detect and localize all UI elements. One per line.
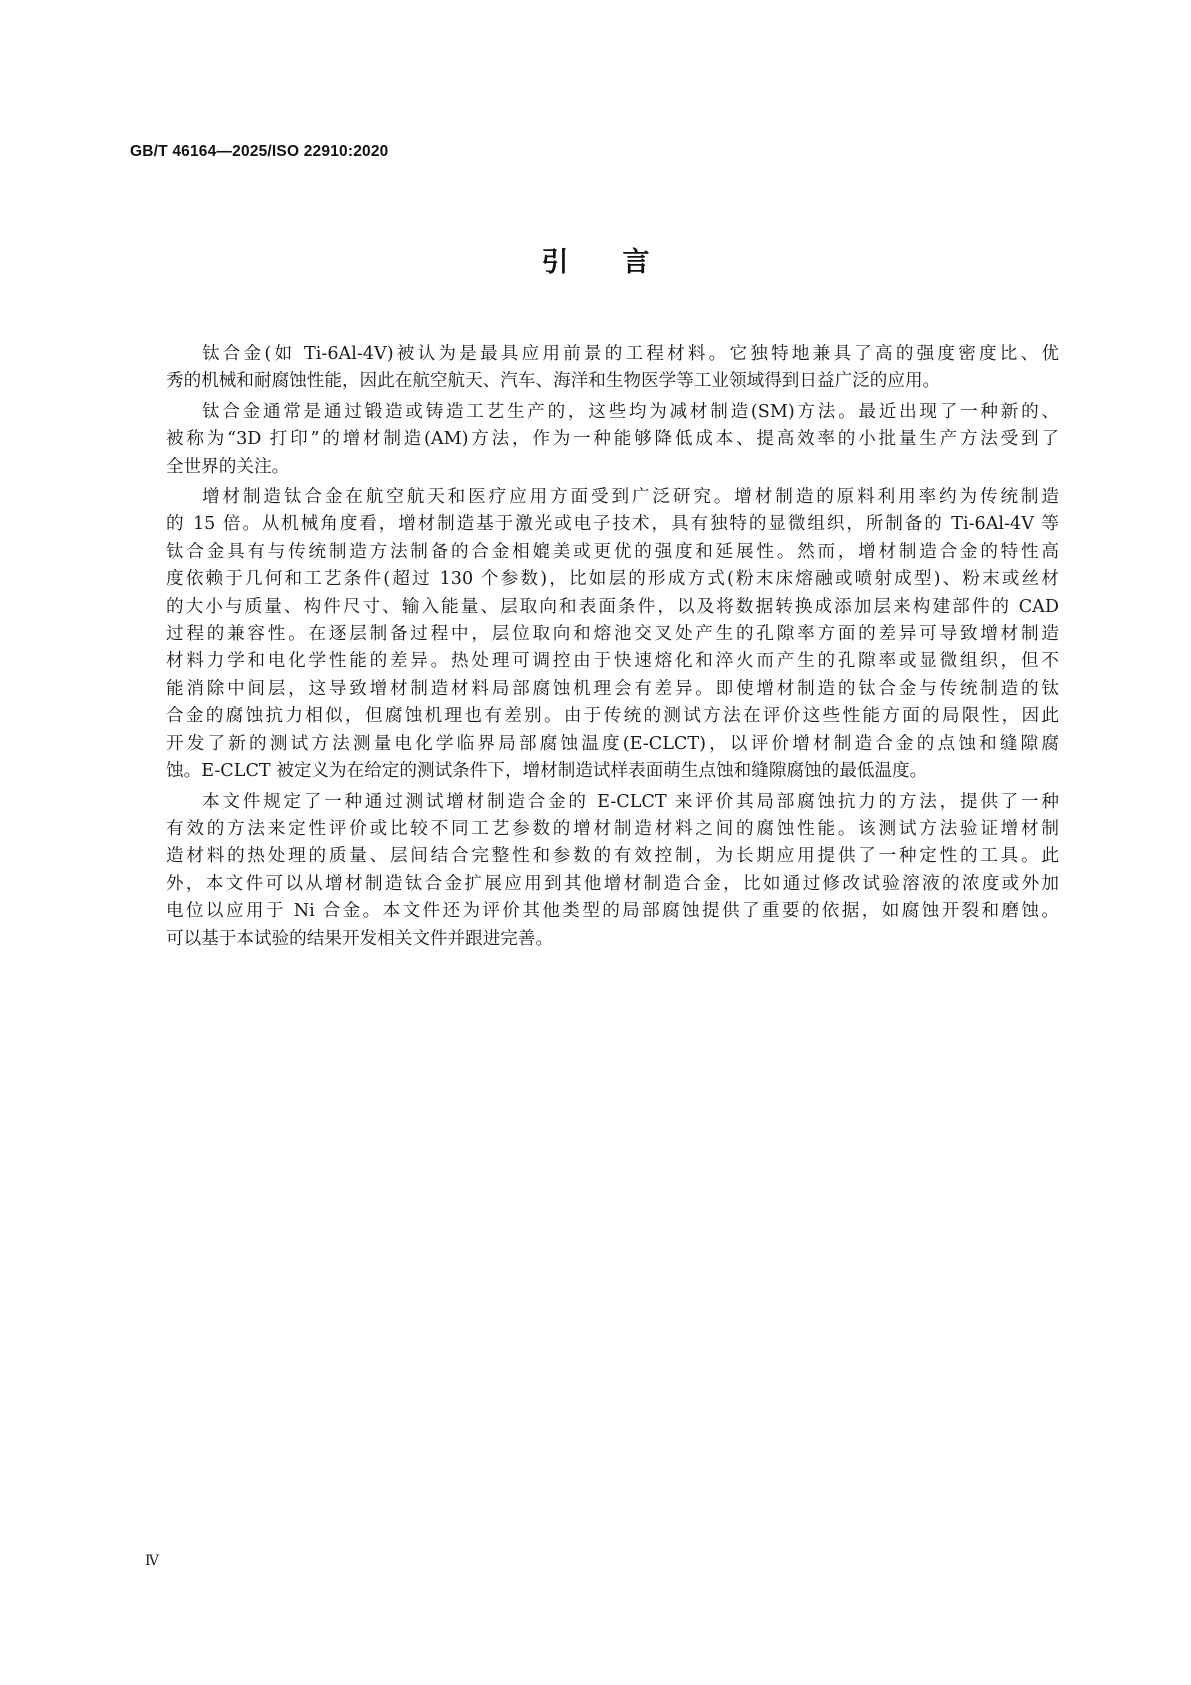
paragraph-line: 全世界的关注。 [166,456,290,477]
paragraph-line: 秀的机械和耐腐蚀性能，因此在航空航天、汽车、海洋和生物医学等工业领域得到日益广泛的应用。 [166,371,941,392]
page-number: Ⅳ [145,1554,159,1569]
paragraph-line: 可以基于本试验的结果开发相关文件并跟进完善。 [166,928,554,949]
paragraph-3 [130,484,1059,785]
paragraph-line: 过程的兼容性。在逐层制备过程中，层位取向和熔池交叉处产生的孔隙率方面的差异可导致增材制造 [166,624,1059,645]
standard-number-header: GB/T 46164—2025/ISO 22910:2020 [130,143,389,160]
paragraph-line: 度依赖于几何和工艺条件(超过 130 个参数)，比如层的形成方式(粉末床熔融或喷射成型)、粉末或丝材 [166,569,1059,590]
paragraph-1 [130,341,1059,396]
paragraph-line: 外，本文件可以从增材制造钛合金扩展应用到其他增材制造合金，比如通过修改试验溶液的浓度或外加 [166,873,1059,894]
paragraph-line: 钛合金具有与传统制造方法制备的合金相媲美或更优的强度和延展性。然而，增材制造合金的特性高 [166,541,1059,562]
paragraph-line: 的 15 倍。从机械角度看，增材制造基于激光或电子技术，具有独特的显微组织，所制备的 Ti-6Al-4V 等 [166,514,1059,535]
paragraph-line: 的大小与质量、构件尺寸、输入能量、层取向和表面条件，以及将数据转换成添加层来构建部件的 CAD [166,596,1059,617]
paragraph-line: 增材制造钛合金在航空航天和医疗应用方面受到广泛研究。增材制造的原料利用率约为传统制造 [202,487,1059,508]
paragraph-line: 合金的腐蚀抗力相似，但腐蚀机理也有差别。由于传统的测试方法在评价这些性能方面的局限性，因此 [166,706,1059,727]
paragraph-line: 有效的方法来定性评价或比较不同工艺参数的增材制造材料之间的腐蚀性能。该测试方法验证增材制 [166,818,1059,839]
paragraph-2 [130,399,1059,481]
paragraph-line: 本文件规定了一种通过测试增材制造合金的 E-CLCT 来评价其局部腐蚀抗力的方法，提供了一种 [202,791,1059,812]
paragraph-line: 造材料的热处理的质量、层间结合完整性和参数的有效控制，为长期应用提供了一种定性的工具。此 [166,846,1059,867]
paragraph-line: 被称为“3D 打印”的增材制造(AM)方法，作为一种能够降低成本、提高效率的小批量生产方法受到了 [166,429,1059,450]
page-title: 引言 [541,247,704,278]
paragraph-4 [130,789,1059,953]
paragraph-line: 电位以应用于 Ni 合金。本文件还为评价其他类型的局部腐蚀提供了重要的依据，如腐蚀开裂和磨蚀。 [166,901,1059,922]
paragraph-line: 钛合金通常是通过锻造或铸造工艺生产的，这些均为减材制造(SM)方法。最近出现了一种新的、 [202,401,1059,422]
paragraph-line: 能消除中间层，这导致增材制造材料局部腐蚀机理会有差异。即使增材制造的钛合金与传统制造的钛 [166,678,1059,699]
paragraph-line: 开发了新的测试方法测量电化学临界局部腐蚀温度(E-CLCT)，以评价增材制造合金的点蚀和缝隙腐 [166,733,1059,754]
paragraph-line: 材料力学和电化学性能的差异。热处理可调控由于快速熔化和淬火而产生的孔隙率或显微组织，但不 [166,651,1059,672]
document-body [130,341,1059,956]
paragraph-line: 蚀。E-CLCT 被定义为在给定的测试条件下，增材制造试样表面萌生点蚀和缝隙腐蚀的最低温度。 [166,761,928,782]
paragraph-line: 钛合金(如 Ti-6Al-4V)被认为是最具应用前景的工程材料。它独特地兼具了高的强度密度比、优 [202,344,1059,364]
